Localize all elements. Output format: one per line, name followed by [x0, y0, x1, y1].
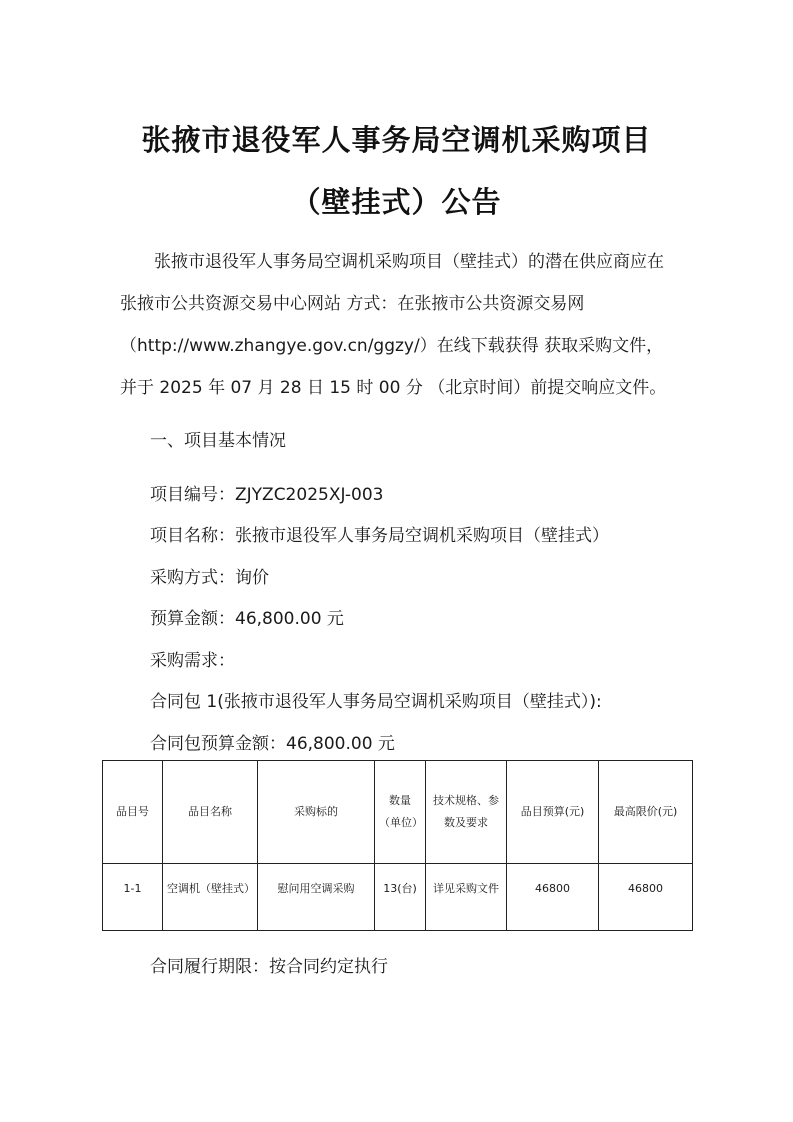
cell-item-budget: 46800	[507, 864, 599, 931]
cell-max-price: 46800	[599, 864, 693, 931]
header-quantity: 数量（单位）	[375, 761, 426, 864]
page-subtitle: （壁挂式）公告	[291, 185, 502, 219]
header-procurement-target: 采购标的	[258, 761, 375, 864]
procurement-table	[102, 760, 693, 931]
cell-specifications: 详见采购文件	[426, 864, 507, 931]
project-number: 项目编号：ZJYZC2025XJ-003	[150, 485, 384, 505]
header-item-budget: 品目预算(元)	[507, 761, 599, 864]
contract-period: 合同履行期限：按合同约定执行	[150, 957, 388, 977]
budget-amount: 预算金额：46,800.00 元	[150, 609, 344, 629]
project-name: 项目名称：张掖市退役军人事务局空调机采购项目（壁挂式）	[150, 526, 609, 546]
table-header-row	[103, 761, 693, 864]
contract-package: 合同包 1(张掖市退役军人事务局空调机采购项目（壁挂式）):	[150, 692, 602, 712]
cell-procurement-target: 慰问用空调采购	[258, 864, 375, 931]
procurement-method: 采购方式：询价	[150, 568, 269, 588]
cell-quantity: 13(台)	[375, 864, 426, 931]
table-row	[103, 864, 693, 931]
header-max-price: 最高限价(元)	[599, 761, 693, 864]
page-title: 张掖市退役军人事务局空调机采购项目	[141, 123, 652, 157]
section-heading: 一、项目基本情况	[150, 431, 286, 451]
header-item-number: 品目号	[103, 761, 163, 864]
header-specifications: 技术规格、参数及要求	[426, 761, 507, 864]
intro-paragraph: 张掖市退役军人事务局空调机采购项目（壁挂式）的潜在供应商应在张掖市公共资源交易中心网站 方式：在张掖市公共资源交易网（http://www.zhangye.gov.cn/ggzy/）在线下载获得 获取采购文件，并于 2025 年 07 月 28 日 15 时 00 分 （北京时间）前提交响应文件。	[120, 252, 667, 398]
header-item-name: 品目名称	[163, 761, 258, 864]
cell-item-name: 空调机（壁挂式）	[163, 864, 258, 931]
cell-item-number: 1-1	[103, 864, 163, 931]
package-budget: 合同包预算金额：46,800.00 元	[150, 734, 395, 754]
requirements-label: 采购需求：	[150, 651, 235, 671]
